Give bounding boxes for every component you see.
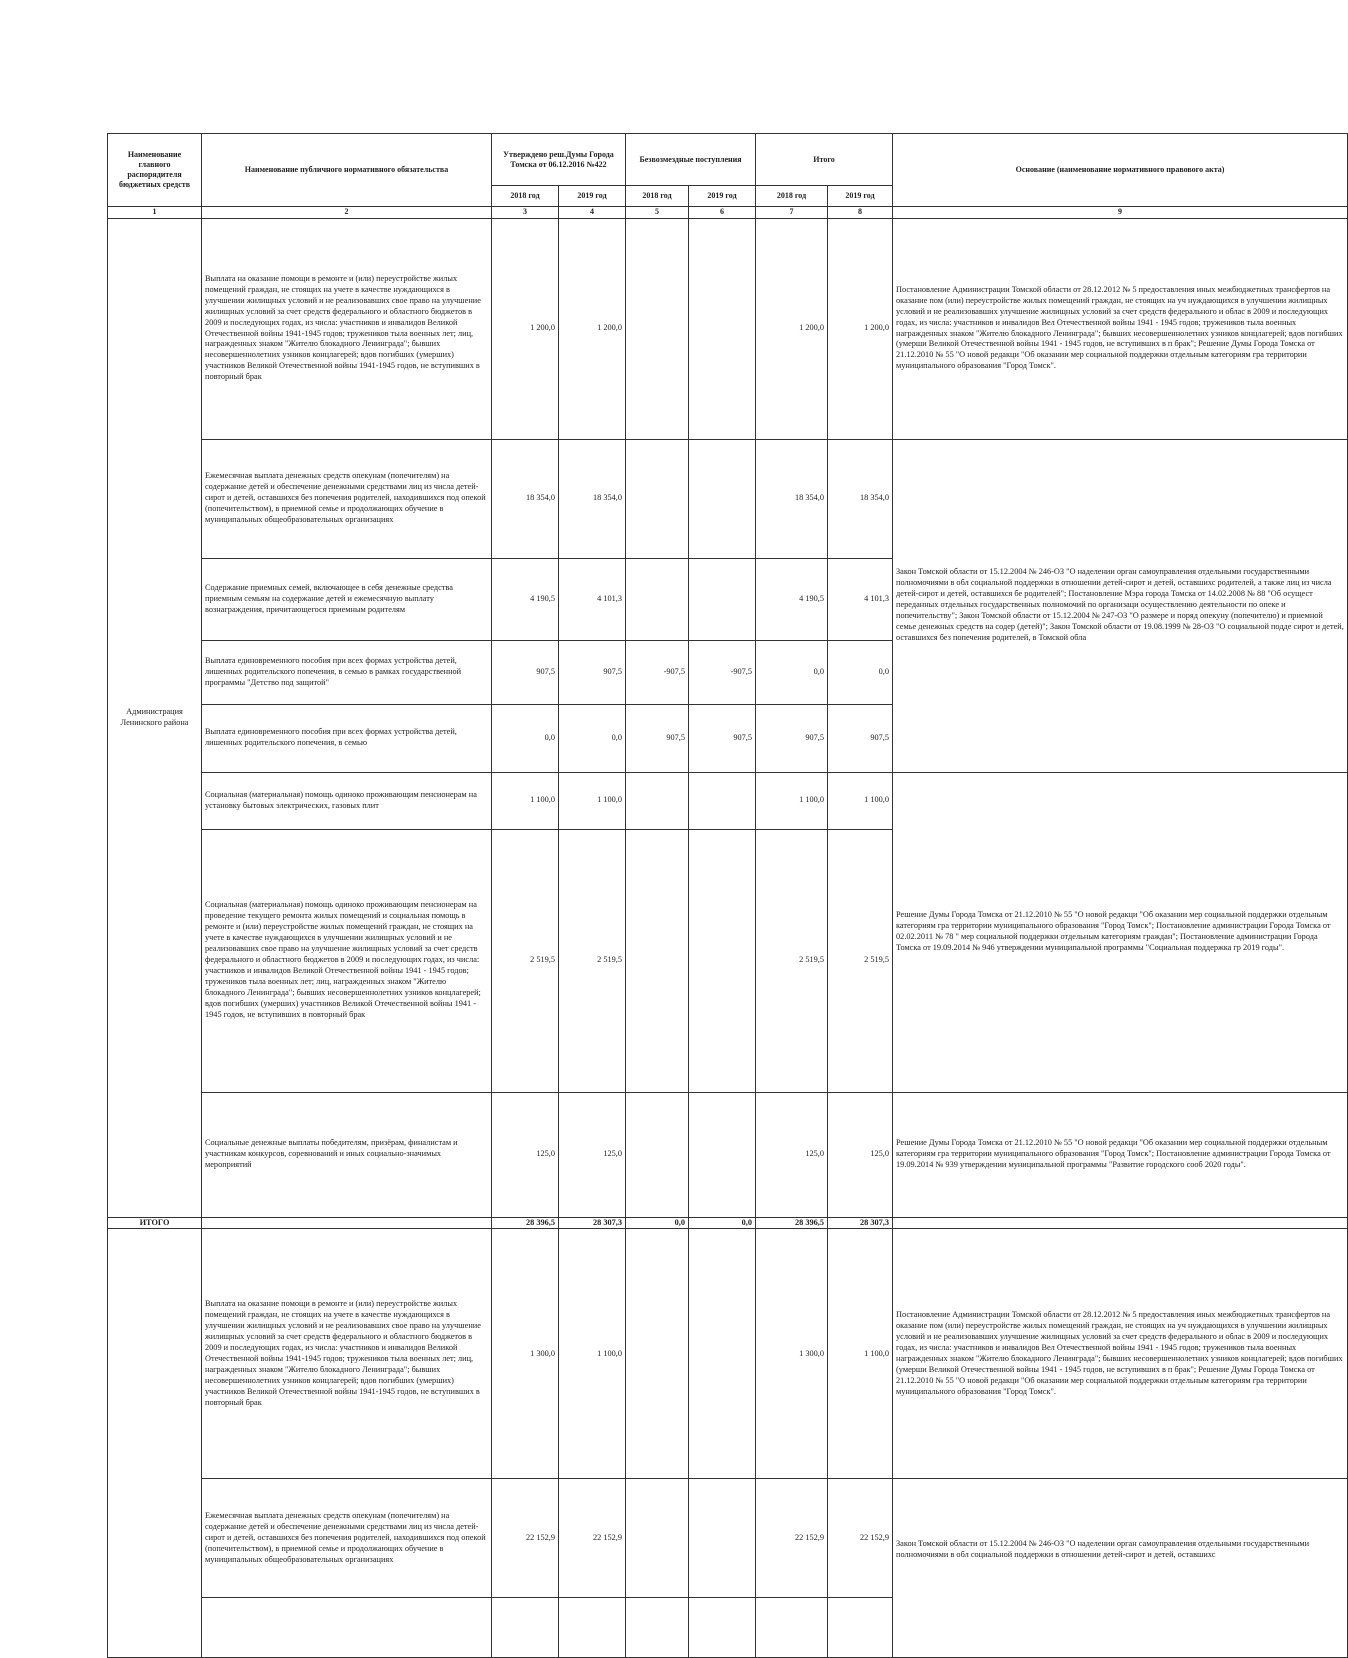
- header-year: 2018 год: [626, 186, 689, 207]
- table-row: [108, 218, 1348, 439]
- cell-empty: [689, 1598, 756, 1658]
- obligation-name: Выплата единовременного пособия при всех формах устройства детей, лишенных родительского попечения, в семью: [202, 704, 492, 772]
- obligation-name: Ежемесячная выплата денежных средств опекунам (попечителям) на содержание детей и обеспечение денежными средствами лиц из числа детей-сирот и детей, оставшихся без попечения родителей, находившихся под опекой (попечительством), в приемной семье и продолжающих обучение в муниципальных общеобразовательных организациях: [202, 439, 492, 558]
- table-row: [108, 1092, 1348, 1217]
- gratuitous-2019: [689, 1229, 756, 1479]
- header-year: 2019 год: [559, 186, 626, 207]
- obligation-name: Выплата на оказание помощи в ремонте и (или) переустройстве жилых помещений граждан, не стоящих на учете в качестве нуждающихся в улучшении жилищных условий и не реализовавших свое право на улучшение жилищных условий за счет средств федерального и областного бюджетов в 2009 и последующих годах, из числа: участников и инвалидов Великой Отечественной войны 1941-1945 годов; тружеников тыла военных лет; лиц, награжденных знаком "Жителю блокадного Ленинграда"; бывших несовершеннолетних узников концлагерей; вдов погибших (умерших) участников Великой Отечественной войны 1941-1945 годов, не вступивших в повторный брак: [202, 1229, 492, 1479]
- gratuitous-2019: [689, 1479, 756, 1598]
- obligation-name-cut: [202, 1598, 492, 1658]
- total-2018: 4 190,5: [756, 558, 828, 640]
- total-label: ИТОГО: [108, 1217, 202, 1229]
- column-index: 1: [108, 207, 202, 219]
- header-year: 2018 год: [756, 186, 828, 207]
- total-row: [108, 1217, 1348, 1229]
- gratuitous-2018: [626, 1229, 689, 1479]
- total-2018: 22 152,9: [756, 1479, 828, 1598]
- cell-empty: [756, 1598, 828, 1658]
- total-2018: 1 100,0: [756, 772, 828, 829]
- header-approved: Утверждено реш.Думы Города Томска от 06.12.2016 №422: [492, 134, 626, 186]
- column-index: 4: [559, 207, 626, 219]
- gratuitous-2018: [626, 772, 689, 829]
- approved-2018: 22 152,9: [492, 1479, 559, 1598]
- total-approved-2018: 28 396,5: [492, 1217, 559, 1229]
- column-index: 5: [626, 207, 689, 219]
- total-gratuitous-2018: 0,0: [626, 1217, 689, 1229]
- header-basis: Основание (наименование нормативного правового акта): [893, 134, 1348, 207]
- table-row: [108, 1479, 1348, 1598]
- basis-text: Закон Томской области от 15.12.2004 № 246-ОЗ "О наделении орган самоуправления отдельными государственными полномочиями в обл социальной поддержки в отношении детей-сирот и детей, оставшихс: [893, 1479, 1348, 1658]
- approved-2019: 125,0: [559, 1092, 626, 1217]
- total-2018: 18 354,0: [756, 439, 828, 558]
- table-row: [108, 439, 1348, 558]
- total-gratuitous-2019: 0,0: [689, 1217, 756, 1229]
- gratuitous-2019: [689, 772, 756, 829]
- approved-2019: 0,0: [559, 704, 626, 772]
- obligation-name: Выплата единовременного пособия при всех формах устройства детей, лишенных родительского попечения, в семью в рамках государственной программы "Детство под защитой": [202, 640, 492, 704]
- total-2018: 0,0: [756, 640, 828, 704]
- obligation-name: Социальная (материальная) помощь одиноко проживающим пенсионерам на установку бытовых электрических, газовых плит: [202, 772, 492, 829]
- total-2019: 1 100,0: [828, 1229, 893, 1479]
- cell-empty: [626, 1598, 689, 1658]
- total-empty: [202, 1217, 492, 1229]
- gratuitous-2018: [626, 558, 689, 640]
- gratuitous-2018: [626, 1092, 689, 1217]
- total-2019: 18 354,0: [828, 439, 893, 558]
- approved-2019: 1 100,0: [559, 1229, 626, 1479]
- gratuitous-2019: [689, 439, 756, 558]
- total-approved-2019: 28 307,3: [559, 1217, 626, 1229]
- total-2018: 1 200,0: [756, 218, 828, 439]
- total-2019: 4 101,3: [828, 558, 893, 640]
- obligation-name: Социальная (материальная) помощь одиноко проживающим пенсионерам на проведение текущего ремонта жилых помещений и социальная помощь в ремонте и (или) переустройстве жилых помещений граждан, не стоящих на учете в качестве нуждающихся в улучшении жилищных условий и не реализовавших свое право на улучшение жилищных условий за счет средств федерального и областного бюджетов в 2009 и последующих годах, из числа: участников и инвалидов Великой Отечественной войны 1941 - 1945 годов; тружеников тыла военных лет; лиц, награжденных знаком "Жителю блокадного Ленинграда"; бывших несовершеннолетних узников концлагерей; вдов погибших (умерших) участников Великой Отечественной войны 1941 - 1945 годов, не вступивших в повторный брак: [202, 829, 492, 1092]
- total-total-2018: 28 396,5: [756, 1217, 828, 1229]
- total-2018: 907,5: [756, 704, 828, 772]
- gratuitous-2018: [626, 218, 689, 439]
- total-2018: 2 519,5: [756, 829, 828, 1092]
- total-2019: 0,0: [828, 640, 893, 704]
- total-2019: 2 519,5: [828, 829, 893, 1092]
- cell-empty: [559, 1598, 626, 1658]
- gratuitous-2018: [626, 439, 689, 558]
- total-2019: 125,0: [828, 1092, 893, 1217]
- approved-2019: 22 152,9: [559, 1479, 626, 1598]
- header-obligation: Наименование публичного нормативного обязательства: [202, 134, 492, 207]
- approved-2018: 4 190,5: [492, 558, 559, 640]
- header-year: 2019 год: [828, 186, 893, 207]
- gratuitous-2018: 907,5: [626, 704, 689, 772]
- total-basis-empty: [893, 1217, 1348, 1229]
- obligation-name: Содержание приемных семей, включающее в себя денежные средства приемным семьям на содержание детей и ежемесячную выплату вознаграждения, причитающегося приемным родителям: [202, 558, 492, 640]
- header-year: 2018 год: [492, 186, 559, 207]
- basis-text: Постановление Администрации Томской области от 28.12.2012 № 5 предоставления иных межбюджетных трансфертов на оказание пом (или) переустройстве жилых помещений граждан, не стоящих на уч нуждающихся в улучшении жилищных условий и не реализовавших улучшение жилищных условий за счет средств федерального и облас в 2009 и последующих годах, из числа: участников и инвалидов Вел Отечественной войны 1941 - 1945 годов; тружеников тыла военных награжденных знаком "Жителю блокадного Ленинграда"; бывших несовершеннолетних узников концлагерей; вдов погибших (умерши Великой Отечественной войны 1941 - 1945 годов, не вступивших в п брак"; Решение Думы Города Томска от 21.12.2010 № 55 "О новой редакци "Об оказании мер социальной поддержки отдельным категориям гра территории муниципального образования "Город Томск".: [893, 1229, 1348, 1479]
- approved-2018: 125,0: [492, 1092, 559, 1217]
- table-row: [108, 772, 1348, 829]
- approved-2019: 18 354,0: [559, 439, 626, 558]
- gratuitous-2018: [626, 829, 689, 1092]
- column-index: 2: [202, 207, 492, 219]
- obligation-name: Ежемесячная выплата денежных средств опекунам (попечителям) на содержание детей и обеспечение денежными средствами лиц из числа детей-сирот и детей, оставшихся без попечения родителей, находившихся под опекой (попечительством), в приемной семье и продолжающих обучение в муниципальных общеобразовательных организациях: [202, 1479, 492, 1598]
- org-name-continued: [108, 1229, 202, 1658]
- org-name: Администрация Ленинского района: [108, 218, 202, 1217]
- header-total: Итого: [756, 134, 893, 186]
- gratuitous-2019: [689, 558, 756, 640]
- total-2019: 907,5: [828, 704, 893, 772]
- header-org: Наименование главного распорядителя бюджетных средств: [108, 134, 202, 207]
- approved-2019: 2 519,5: [559, 829, 626, 1092]
- table-row: [108, 1229, 1348, 1479]
- basis-text: Решение Думы Города Томска от 21.12.2010 № 55 "О новой редакци "Об оказании мер социальной поддержки отдельным категориям гра территории муниципального образования "Город Томск"; Постановление администрации Города Томска от 19.09.2014 № 939 утверждении муниципальной программы "Развитие городского сооб 2020 годы".: [893, 1092, 1348, 1217]
- gratuitous-2019: [689, 829, 756, 1092]
- gratuitous-2019: 907,5: [689, 704, 756, 772]
- approved-2019: 1 100,0: [559, 772, 626, 829]
- gratuitous-2019: [689, 218, 756, 439]
- column-index: 6: [689, 207, 756, 219]
- approved-2018: 0,0: [492, 704, 559, 772]
- total-2018: 1 300,0: [756, 1229, 828, 1479]
- approved-2019: 4 101,3: [559, 558, 626, 640]
- approved-2018: 1 300,0: [492, 1229, 559, 1479]
- total-total-2019: 28 307,3: [828, 1217, 893, 1229]
- gratuitous-2018: [626, 1479, 689, 1598]
- document-sheet: [107, 133, 1344, 1650]
- column-index: 3: [492, 207, 559, 219]
- approved-2019: 907,5: [559, 640, 626, 704]
- approved-2018: 18 354,0: [492, 439, 559, 558]
- basis-text: Постановление Администрации Томской области от 28.12.2012 № 5 предоставления иных межбюджетных трансфертов на оказание пом (или) переустройстве жилых помещений граждан, не стоящих на уч нуждающихся в улучшении жилищных условий и не реализовавших улучшение жилищных условий за счет средств федерального и облас в 2009 и последующих годах, из числа: участников и инвалидов Вел Отечественной войны 1941 - 1945 годов; тружеников тыла военных награжденных знаком "Жителю блокадного Ленинграда"; бывших несовершеннолетних узников концлагерей; вдов погибших (умерши Великой Отечественной войны 1941 - 1945 годов, не вступивших в п брак"; Решение Думы Города Томска от 21.12.2010 № 55 "О новой редакци "Об оказании мер социальной поддержки отдельным категориям гра территории муниципального образования "Город Томск".: [893, 218, 1348, 439]
- total-2019: 1 100,0: [828, 772, 893, 829]
- total-2019: 1 200,0: [828, 218, 893, 439]
- approved-2018: 1 200,0: [492, 218, 559, 439]
- cell-empty: [828, 1598, 893, 1658]
- header-year: 2019 год: [689, 186, 756, 207]
- column-index: 8: [828, 207, 893, 219]
- cell-empty: [492, 1598, 559, 1658]
- total-2019: 22 152,9: [828, 1479, 893, 1598]
- obligation-name: Выплата на оказание помощи в ремонте и (или) переустройстве жилых помещений граждан, не стоящих на учете в качестве нуждающихся в улучшении жилищных условий и не реализовавших свое право на улучшение жилищных условий за счет средств федерального и областного бюджетов в 2009 и последующих годах, из числа: участников и инвалидов Великой Отечественной войны 1941-1945 годов; тружеников тыла военных лет; лиц, награжденных знаком "Жителю блокадного Ленинграда"; бывших несовершеннолетних узников концлагерей; вдов погибших (умерших) участников Великой Отечественной войны 1941-1945 годов, не вступивших в повторный брак: [202, 218, 492, 439]
- approved-2018: 907,5: [492, 640, 559, 704]
- basis-text: Закон Томской области от 15.12.2004 № 246-ОЗ "О наделении орган самоуправления отдельными государственными полномочиями в обл социальной поддержки в отношении детей-сирот и детей, оставшихс родителей, а также лиц из числа детей-сирот и детей, оставшихся бе родителей"; Постановление Мэра города Томска от 14.02.2008 № 88 "Об осущест переданных отдельных государственных полномочий по организаци осуществлению деятельности по опеке и попечительству"; Закон Томской области от 15.12.2004 № 247-ОЗ "О размере и поряд опекуну (попечителю) и приемной семье денежных средств на содер (детей)"; Закон Томской области от 19.08.1999 № 28-ОЗ "О социальной подде сирот и детей, оставшихся без попечения родителей, в Томской обла: [893, 439, 1348, 772]
- column-index: 9: [893, 207, 1348, 219]
- approved-2018: 1 100,0: [492, 772, 559, 829]
- approved-2018: 2 519,5: [492, 829, 559, 1092]
- gratuitous-2018: -907,5: [626, 640, 689, 704]
- column-index: 7: [756, 207, 828, 219]
- header-gratuitous: Безвозмездные поступления: [626, 134, 756, 186]
- gratuitous-2019: [689, 1092, 756, 1217]
- gratuitous-2019: -907,5: [689, 640, 756, 704]
- obligations-table: [107, 133, 1348, 1658]
- basis-text: Решение Думы Города Томска от 21.12.2010 № 55 "О новой редакци "Об оказании мер социальной поддержки отдельным категориям гра территории муниципального образования "Город Томск"; Постановление администрации Города Томска от 02.02.2011 № 78 " мер социальной поддержки отдельным категориям граждан"; Постановление администрации Города Томска от 19.09.2014 № 946 утверждении муниципальной программы "Социальная поддержка гр 2019 годы".: [893, 772, 1348, 1092]
- obligation-name: Социальные денежные выплаты победителям, призёрам, финалистам и участникам конкурсов, соревнований и иных социально-значимых мероприятий: [202, 1092, 492, 1217]
- approved-2019: 1 200,0: [559, 218, 626, 439]
- total-2018: 125,0: [756, 1092, 828, 1217]
